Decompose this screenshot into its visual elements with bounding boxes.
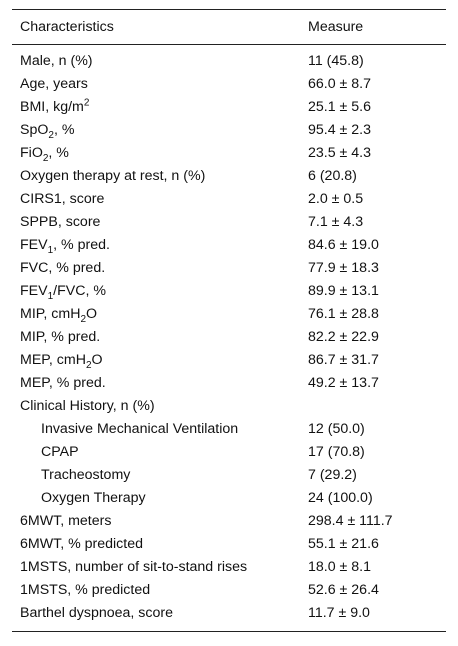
row-label-suffix: , % xyxy=(48,145,69,161)
row-label-text: FEV xyxy=(20,283,48,299)
row-label-text: SpO xyxy=(20,122,49,138)
row-value: 55.1 ± 21.6 xyxy=(308,536,379,552)
row-value: 77.9 ± 18.3 xyxy=(308,260,379,276)
table-row xyxy=(12,372,446,395)
table-row xyxy=(12,556,446,579)
row-label xyxy=(12,303,308,326)
row-value: 52.6 ± 26.4 xyxy=(308,582,379,598)
row-label xyxy=(12,119,308,142)
row-value: 7 (29.2) xyxy=(308,467,357,483)
row-value: 2.0 ± 0.5 xyxy=(308,191,364,207)
table-row xyxy=(12,326,446,349)
characteristics-table xyxy=(12,9,446,632)
row-label: Tracheostomy xyxy=(41,467,131,483)
table-row xyxy=(12,533,446,556)
row-value: 23.5 ± 4.3 xyxy=(308,145,372,161)
row-label: Oxygen Therapy xyxy=(41,490,146,506)
header-measure: Measure xyxy=(308,19,364,35)
row-value: 6 (20.8) xyxy=(308,168,357,184)
row-label-suffix: /FVC, % xyxy=(53,283,106,299)
row-label-text: BMI, kg/m xyxy=(20,99,84,115)
table-row xyxy=(12,188,446,211)
row-value: 95.4 ± 2.3 xyxy=(308,122,372,138)
row-label: Male, n (%) xyxy=(20,53,93,69)
row-label-suffix: , % pred. xyxy=(53,237,110,253)
table-row xyxy=(12,349,446,372)
row-value: 7.1 ± 4.3 xyxy=(308,214,364,230)
table-row xyxy=(12,418,446,441)
row-value: 82.2 ± 22.9 xyxy=(308,329,379,345)
row-label xyxy=(12,96,308,119)
row-label: SPPB, score xyxy=(20,214,101,230)
table-header-row xyxy=(12,10,446,44)
row-value: 49.2 ± 13.7 xyxy=(308,375,379,391)
row-label: Invasive Mechanical Ventilation xyxy=(41,421,239,437)
table-row xyxy=(12,395,446,418)
row-value: 18.0 ± 8.1 xyxy=(308,559,372,575)
row-label-suffix: O xyxy=(91,352,103,368)
row-label-text: MIP, cmH xyxy=(20,306,81,322)
table-row xyxy=(12,487,446,510)
superscript: 2 xyxy=(83,97,90,109)
table-row xyxy=(12,303,446,326)
table-row xyxy=(12,211,446,234)
table-row xyxy=(12,142,446,165)
row-label: Age, years xyxy=(20,76,88,92)
row-label: 6MWT, meters xyxy=(20,513,112,529)
table-row xyxy=(12,96,446,119)
table-row xyxy=(12,579,446,602)
row-value: 86.7 ± 31.7 xyxy=(308,352,379,368)
table-row xyxy=(12,280,446,303)
row-label xyxy=(12,280,308,303)
row-value: 66.0 ± 8.7 xyxy=(308,76,372,92)
row-label: Oxygen therapy at rest, n (%) xyxy=(20,168,206,184)
row-label-text: MEP, cmH xyxy=(20,352,86,368)
row-label: FVC, % pred. xyxy=(20,260,106,276)
table-row xyxy=(12,234,446,257)
table-row xyxy=(12,257,446,280)
table-row xyxy=(12,165,446,188)
row-label xyxy=(12,349,308,372)
row-label: MEP, % pred. xyxy=(20,375,106,391)
table-row xyxy=(12,50,446,73)
row-label xyxy=(12,142,308,165)
table-row xyxy=(12,510,446,533)
row-value: 25.1 ± 5.6 xyxy=(308,99,372,115)
row-label: CIRS1, score xyxy=(20,191,105,207)
table-row xyxy=(12,73,446,96)
row-label-suffix: O xyxy=(86,306,98,322)
row-label: Barthel dyspnoea, score xyxy=(20,605,174,621)
row-value: 76.1 ± 28.8 xyxy=(308,306,379,322)
row-value: 298.4 ± 111.7 xyxy=(308,513,393,529)
row-label-suffix: , % xyxy=(53,122,75,138)
row-label xyxy=(12,234,308,257)
subscript: 2 xyxy=(42,152,49,164)
header-characteristics: Characteristics xyxy=(20,19,114,35)
row-label: 1MSTS, number of sit-to-stand rises xyxy=(20,559,248,575)
table-row xyxy=(12,464,446,487)
row-value: 89.9 ± 13.1 xyxy=(308,283,379,299)
table-row xyxy=(12,119,446,142)
subscript: 2 xyxy=(85,359,92,371)
row-value: 17 (70.8) xyxy=(308,444,365,460)
table-row xyxy=(12,602,446,625)
row-value: 11.7 ± 9.0 xyxy=(308,605,370,621)
row-label: CPAP xyxy=(41,444,79,460)
bottom-rule xyxy=(12,631,446,632)
row-label: MIP, % pred. xyxy=(20,329,101,345)
row-label: 1MSTS, % predicted xyxy=(20,582,151,598)
row-value: 24 (100.0) xyxy=(308,490,373,506)
subscript: 2 xyxy=(80,313,86,325)
row-value: 12 (50.0) xyxy=(308,421,365,437)
row-value: 11 (45.8) xyxy=(308,53,364,69)
table-body xyxy=(12,45,446,631)
subscript: 1 xyxy=(47,290,54,302)
subscript: 1 xyxy=(47,244,54,256)
row-label: Clinical History, n (%) xyxy=(20,398,155,414)
row-label: 6MWT, % predicted xyxy=(20,536,143,552)
row-label-text: FiO xyxy=(20,145,43,161)
row-label-text: FEV xyxy=(20,237,48,253)
table-row xyxy=(12,441,446,464)
row-value: 84.6 ± 19.0 xyxy=(308,237,379,253)
subscript: 2 xyxy=(48,129,54,141)
